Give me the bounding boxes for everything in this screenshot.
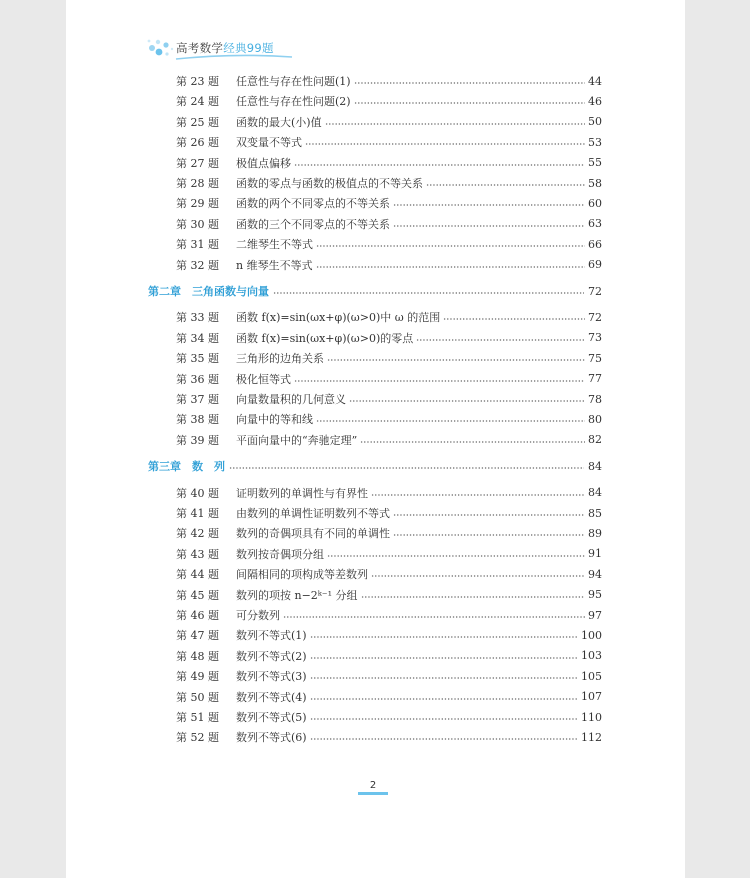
problem-title: 任意性与存在性问题(2) [236, 95, 351, 109]
toc-entry[interactable] [176, 71, 602, 91]
problem-title: 向量数量积的几何意义 [236, 393, 346, 406]
problem-number: 第 27 题 [176, 156, 219, 170]
problem-title: 函数的两个不同零点的不等关系 [236, 197, 390, 211]
entry-page-number: 80 [588, 412, 602, 426]
problem-title: 函数 f(x)=sin(ωx+φ)(ω>0)中 ω 的范围 [236, 311, 441, 325]
toc-entry[interactable] [176, 369, 602, 389]
dot-leader [310, 738, 578, 740]
dot-leader [371, 494, 585, 496]
toc-entry[interactable] [176, 666, 602, 686]
entry-page-number: 73 [588, 331, 602, 345]
toc-entry[interactable] [176, 328, 602, 348]
dot-leader [310, 657, 578, 659]
book-title-part1: 高考数学 [176, 41, 224, 55]
problem-number: 第 29 题 [176, 197, 219, 211]
toc-entry[interactable] [176, 173, 602, 193]
problem-title: 向量中的等和线 [236, 413, 313, 427]
problem-number: 第 34 题 [176, 331, 219, 345]
entry-page-number: 78 [588, 392, 602, 406]
toc-entry[interactable] [176, 91, 602, 111]
toc-entry[interactable] [176, 307, 602, 327]
dot-leader [310, 718, 578, 720]
entry-page-number: 84 [588, 486, 602, 500]
toc-entry[interactable] [176, 646, 602, 666]
entry-page-number: 69 [588, 258, 602, 272]
problem-title: 函数的最大(小)值 [236, 115, 322, 129]
dot-leader [443, 318, 585, 320]
toc-entry[interactable] [176, 707, 602, 727]
problem-number: 第 51 题 [176, 711, 219, 724]
page-number-underline [358, 792, 388, 795]
dot-leader [349, 400, 585, 402]
toc-entry[interactable] [176, 193, 602, 213]
entry-page-number: 103 [581, 649, 602, 663]
chapter-title: 第二章 三角函数与向量 [148, 285, 269, 298]
dot-leader [310, 636, 578, 638]
problem-number: 第 52 题 [176, 731, 219, 745]
problem-title: 数列不等式(2) [236, 649, 307, 663]
book-title-part2: 经典99题 [223, 41, 274, 55]
problem-title: 数列不等式(6) [236, 731, 307, 745]
toc-entry[interactable] [176, 132, 602, 152]
problem-number: 第 40 题 [176, 486, 219, 500]
problem-title: 数列按奇偶项分组 [236, 547, 324, 561]
dot-leader [327, 555, 585, 557]
entry-page-number: 94 [588, 567, 602, 581]
dot-leader [354, 82, 585, 84]
entry-page-number: 112 [581, 730, 602, 744]
problem-number: 第 48 题 [176, 649, 219, 663]
entry-page-number: 75 [588, 351, 602, 365]
entry-page-number: 77 [588, 372, 602, 386]
problem-title: 由数列的单调性证明数列不等式 [236, 507, 390, 520]
toc-entry[interactable] [176, 625, 602, 645]
entry-page-number: 82 [588, 433, 602, 447]
dot-leader [426, 184, 585, 186]
toc-entry[interactable] [176, 544, 602, 564]
header-swoosh-icon [174, 53, 294, 61]
toc-entry[interactable] [176, 430, 602, 450]
entry-page-number: 107 [581, 690, 602, 704]
problem-title: 数列的奇偶项具有不同的单调性 [236, 527, 390, 541]
dot-leader [229, 467, 584, 469]
chapter-heading[interactable] [148, 281, 602, 301]
problem-title: 二维琴生不等式 [236, 238, 313, 252]
dot-leader [371, 575, 585, 577]
chapter-page-number: 72 [588, 284, 602, 298]
dot-leader [316, 245, 585, 247]
problem-number: 第 28 题 [176, 177, 219, 190]
dot-leader [310, 677, 578, 679]
dot-leader [393, 225, 585, 227]
problem-number: 第 39 题 [176, 433, 219, 447]
dot-leader [416, 339, 585, 341]
entry-page-number: 100 [581, 628, 602, 642]
dot-leader [305, 143, 585, 145]
problem-title: 极化恒等式 [236, 372, 291, 386]
toc-entry[interactable] [176, 348, 602, 368]
problem-number: 第 26 题 [176, 136, 219, 150]
problem-number: 第 47 题 [176, 629, 219, 643]
problem-title: 双变量不等式 [236, 136, 302, 150]
problem-title: 平面向量中的“奔驰定理” [236, 433, 358, 447]
problem-number: 第 25 题 [176, 115, 219, 129]
dot-leader [316, 266, 585, 268]
problem-title: 函数 f(x)=sin(ωx+φ)(ω>0)的零点 [236, 331, 414, 345]
problem-number: 第 42 题 [176, 527, 219, 541]
problem-title: 数列不等式(1) [236, 629, 307, 643]
toc-entry[interactable] [176, 605, 602, 625]
problem-number: 第 38 题 [176, 413, 219, 427]
chapter-page-number: 84 [588, 459, 602, 473]
page-number: 2 [369, 780, 377, 791]
problem-title: 数列不等式(3) [236, 670, 307, 684]
problem-title: n 维琴生不等式 [236, 258, 313, 272]
dot-leader [316, 420, 585, 422]
dot-leader [361, 596, 585, 598]
entry-page-number: 53 [588, 135, 602, 149]
problem-number: 第 45 题 [176, 588, 219, 602]
problem-title: 函数的三个不同零点的不等关系 [236, 217, 390, 231]
toc-entry[interactable] [176, 214, 602, 234]
entry-page-number: 110 [581, 710, 602, 724]
dot-leader [327, 359, 585, 361]
problem-number: 第 46 题 [176, 609, 219, 622]
entry-page-number: 63 [588, 217, 602, 231]
dot-leader [310, 698, 578, 700]
toc-entry[interactable] [176, 234, 602, 254]
entry-page-number: 72 [588, 310, 602, 324]
dot-leader [393, 514, 585, 516]
problem-number: 第 32 题 [176, 258, 219, 272]
entry-page-number: 50 [588, 115, 602, 129]
entry-page-number: 89 [588, 526, 602, 540]
problem-title: 三角形的边角关系 [236, 352, 324, 366]
problem-title: 任意性与存在性问题(1) [236, 75, 351, 88]
toc-entry[interactable] [176, 687, 602, 707]
dot-leader [393, 534, 585, 536]
problem-title: 数列不等式(4) [236, 690, 307, 704]
chapter-heading[interactable] [148, 456, 602, 476]
problem-number: 第 36 题 [176, 372, 219, 386]
problem-number: 第 49 题 [176, 670, 219, 684]
dot-leader [360, 441, 585, 443]
toc-entry[interactable] [176, 389, 602, 409]
dot-leader [283, 616, 585, 618]
problem-number: 第 31 题 [176, 238, 219, 252]
toc-entry[interactable] [176, 523, 602, 543]
entry-page-number: 85 [588, 506, 602, 520]
dot-leader [294, 164, 585, 166]
problem-title: 可分数列 [236, 609, 280, 622]
problem-number: 第 24 题 [176, 95, 219, 109]
problem-title: 间隔相同的项构成等差数列 [236, 568, 368, 582]
problem-number: 第 33 题 [176, 311, 219, 325]
entry-page-number: 46 [588, 94, 602, 108]
problem-number: 第 50 题 [176, 690, 219, 704]
problem-number: 第 35 题 [176, 352, 219, 366]
running-header [146, 36, 296, 60]
entry-page-number: 91 [588, 547, 602, 561]
problem-title: 证明数列的单调性与有界性 [236, 486, 368, 500]
entry-page-number: 97 [588, 608, 602, 622]
entry-page-number: 55 [588, 156, 602, 170]
toc-entry[interactable] [176, 112, 602, 132]
toc-entry[interactable] [176, 564, 602, 584]
problem-number: 第 30 题 [176, 217, 219, 231]
entry-page-number: 44 [588, 74, 602, 88]
problem-number: 第 41 题 [176, 507, 219, 520]
problem-title: 数列的项按 n−2ᵏ⁻¹ 分组 [236, 588, 358, 602]
chapter-title: 第三章 数 列 [148, 460, 225, 474]
dot-leader [393, 204, 585, 206]
dot-leader [273, 292, 584, 294]
toc-entry[interactable] [176, 153, 602, 173]
problem-number: 第 43 题 [176, 547, 219, 561]
problem-number: 第 23 题 [176, 75, 219, 88]
dot-leader [294, 380, 585, 382]
dot-leader [325, 123, 585, 125]
toc-entry[interactable] [176, 483, 602, 503]
toc-entry[interactable] [176, 409, 602, 429]
toc-entry[interactable] [176, 503, 602, 523]
problem-number: 第 37 题 [176, 393, 219, 406]
dot-leader [354, 102, 585, 104]
problem-title: 数列不等式(5) [236, 711, 307, 724]
entry-page-number: 105 [581, 669, 602, 683]
entry-page-number: 60 [588, 196, 602, 210]
problem-title: 极值点偏移 [236, 156, 291, 170]
entry-page-number: 58 [588, 176, 602, 190]
toc-entry[interactable] [176, 255, 602, 275]
toc-entry[interactable] [176, 727, 602, 747]
problem-title: 函数的零点与函数的极值点的不等关系 [236, 177, 423, 190]
entry-page-number: 95 [588, 588, 602, 602]
problem-number: 第 44 题 [176, 568, 219, 582]
entry-page-number: 66 [588, 237, 602, 251]
toc-entry[interactable] [176, 585, 602, 605]
